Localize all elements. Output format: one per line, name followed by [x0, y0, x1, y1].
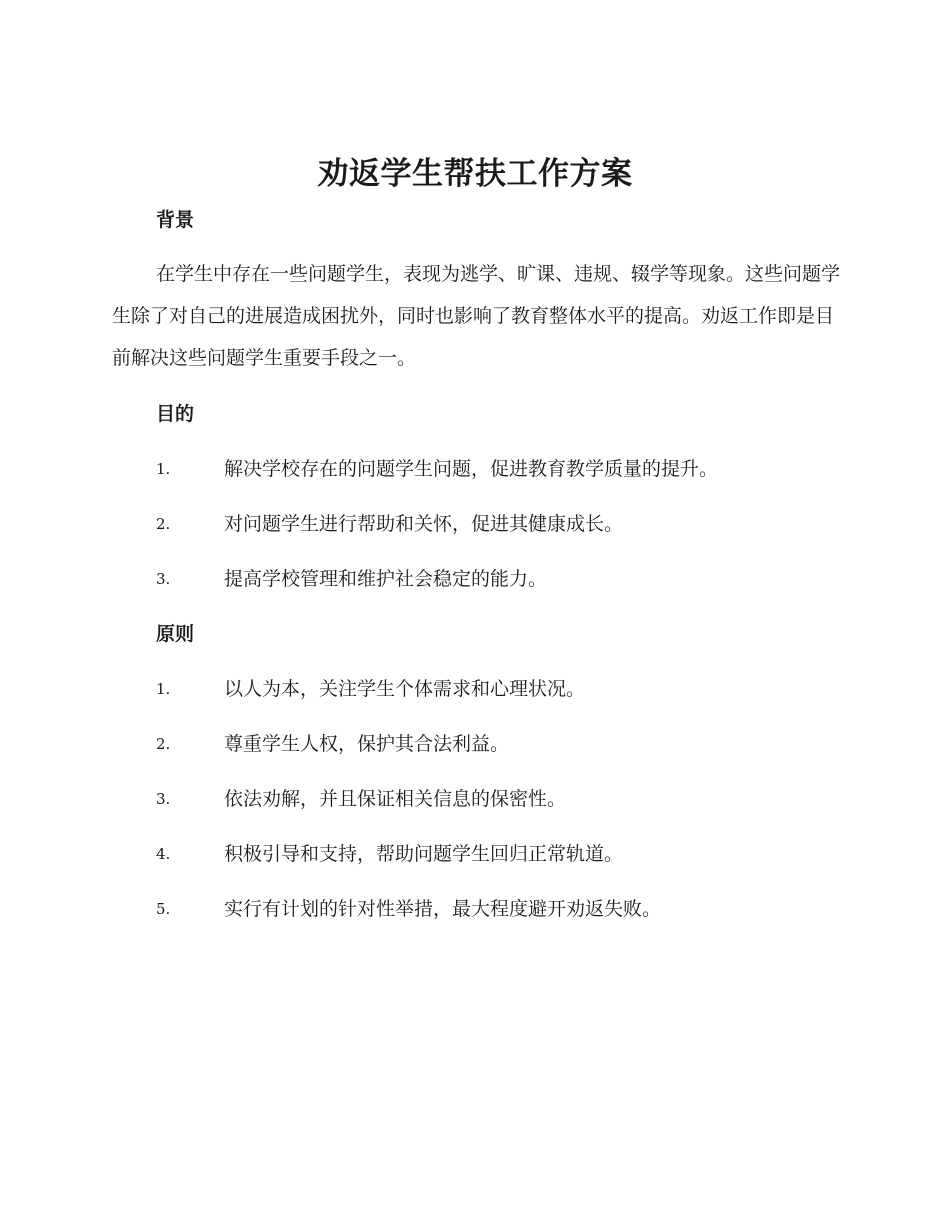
document-title: 劝返学生帮扶工作方案 [317, 156, 633, 192]
list-text: 依法劝解，并且保证相关信息的保密性。 [224, 788, 567, 810]
list-number: 4. [156, 845, 171, 863]
principle-list-item [156, 894, 846, 924]
section-heading-background: 背景 [156, 209, 195, 231]
list-text: 尊重学生人权，保护其合法利益。 [224, 733, 510, 755]
principle-list-item [156, 674, 846, 704]
goal-list-item [156, 509, 846, 539]
list-number: 1. [156, 460, 171, 478]
list-number: 3. [156, 570, 171, 588]
list-text: 提高学校管理和维护社会稳定的能力。 [224, 568, 548, 590]
list-text: 以人为本，关注学生个体需求和心理状况。 [224, 678, 586, 700]
principle-list-item [156, 784, 846, 814]
list-text: 积极引导和支持，帮助问题学生回归正常轨道。 [224, 843, 624, 865]
list-number: 1. [156, 680, 171, 698]
background-paragraph: 在学生中存在一些问题学生，表现为逃学、旷课、违规、辍学等现象。这些问题学生除了对自己的进展造成困扰外，同时也影响了教育整体水平的提高。劝返工作即是目前解决这些问题学生重要手段之一。 [112, 263, 841, 369]
list-text: 解决学校存在的问题学生问题，促进教育教学质量的提升。 [224, 458, 719, 480]
list-number: 5. [156, 900, 171, 918]
section-heading-goals: 目的 [156, 403, 195, 425]
goal-list-item [156, 564, 846, 594]
list-number: 3. [156, 790, 171, 808]
list-number: 2. [156, 515, 171, 533]
principle-list-item [156, 729, 846, 759]
list-text: 实行有计划的针对性举措，最大程度避开劝返失败。 [224, 898, 662, 920]
goal-list-item [156, 454, 846, 484]
principle-list-item [156, 839, 846, 869]
section-heading-principles: 原则 [156, 623, 195, 645]
list-number: 2. [156, 735, 171, 753]
list-text: 对问题学生进行帮助和关怀，促进其健康成长。 [224, 513, 624, 535]
